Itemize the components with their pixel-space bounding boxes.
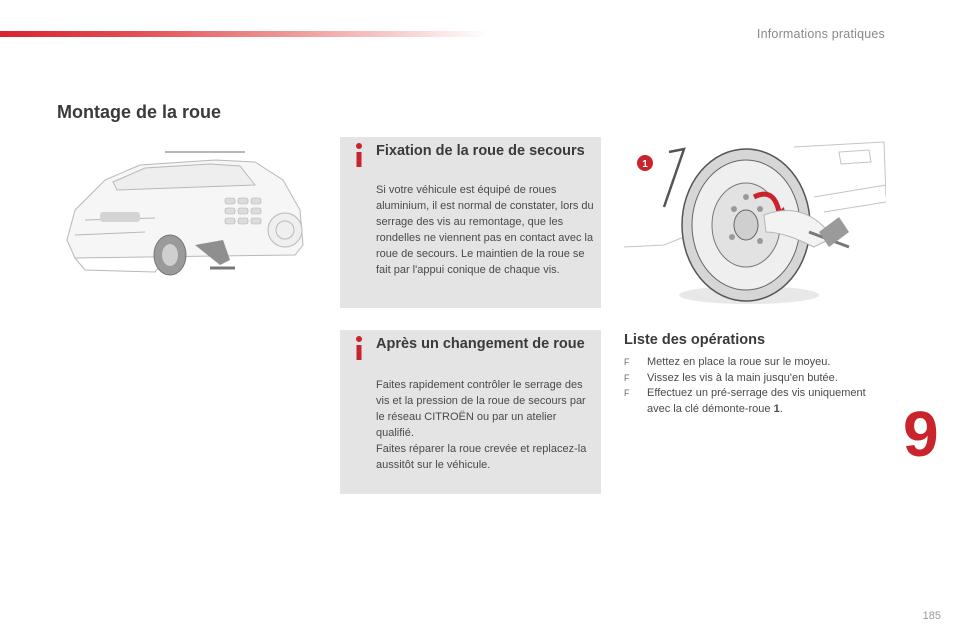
info-box-fixation [340, 137, 601, 308]
list-item-end: . [779, 402, 783, 415]
page-number: 185 [922, 610, 941, 622]
list-item [624, 371, 884, 387]
wheel-fitting-illustration [624, 137, 886, 307]
chapter-number: 9 [903, 398, 939, 470]
list-item-text: Vissez les vis à la main jusqu'en butée. [647, 371, 838, 384]
info-box-apres-changement [340, 330, 601, 494]
info-text: Faites rapidement contrôler le serrage des vis et la pression de la roue de secours par le réseau CITROËN ou par un atelier qualifié. [376, 379, 586, 439]
list-item [624, 355, 884, 371]
info-box-body [376, 377, 596, 473]
info-text: Faites réparer la roue crevée et replacez-la aussitôt sur le véhicule. [376, 443, 587, 471]
info-box-title: Fixation de la roue de secours [376, 143, 585, 159]
car-on-jack-illustration [45, 140, 320, 310]
list-item [624, 386, 884, 417]
section-header: Informations pratiques [756, 27, 885, 41]
callout-number: 1 [642, 159, 648, 170]
info-text: Si votre véhicule est équipé de roues aluminium, il est normal de constater, lors du serrage des vis au remontage, que les rondelles ne viennent pas en contact avec la roue de secours. Le maintien de la roue se fait par l'appui conique de chaque vis. [376, 184, 594, 276]
checkbox-bullet-icon: F [624, 372, 630, 383]
checkbox-bullet-icon: F [624, 357, 630, 367]
operations-list [624, 355, 884, 417]
operations-title: Liste des opérations [624, 332, 766, 348]
page-title: Montage de la roue [57, 102, 222, 122]
list-item-text: Mettez en place la roue sur le moyeu. [647, 356, 831, 368]
info-box-body [376, 182, 596, 278]
list-item-text: Effectuez un pré-serrage des vis uniquement avec la clé démonte-roue [647, 387, 866, 415]
info-box-title: Après un changement de roue [376, 336, 585, 352]
header-accent-bar [0, 31, 490, 37]
info-icon [352, 142, 366, 168]
info-icon [352, 335, 366, 361]
list-item-ref: 1 [773, 402, 780, 415]
checkbox-bullet-icon: F [624, 388, 630, 398]
